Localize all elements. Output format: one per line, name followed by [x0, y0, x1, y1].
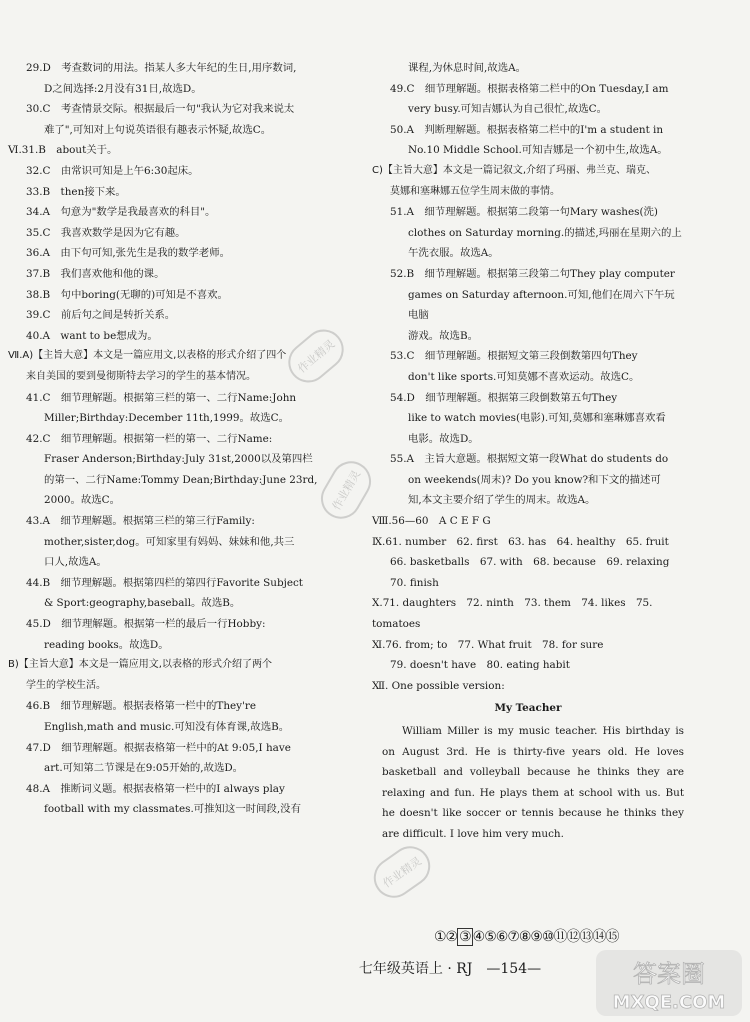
answer-line: like to watch movies(电影).可知,莫娜和塞琳娜喜欢看 [408, 412, 666, 425]
page-number-strip [434, 926, 619, 946]
essay-body: William Miller is my music teacher. His birthday is on August 3rd. He is thirty-five years old. He loves basketball and volleyball because he thinks they are relaxing and fun. He plays them at school with us. But he doesn't like soccer or tennis because he thinks they are difficult. I love him very much. [382, 725, 684, 840]
left-column [8, 58, 326, 820]
answer-line: 2000。故选C。 [44, 494, 120, 507]
answer-line: 38.B 句中boring(无聊的)可知是不喜欢。 [26, 288, 228, 301]
answer-line: 46.B 细节理解题。根据表格第一栏中的They're [26, 700, 257, 713]
answer-line: 39.C 前后句之间是转折关系。 [26, 309, 176, 322]
page-numbers-before: ①② [434, 929, 458, 945]
answer-line: 40.A want to be想成为。 [26, 329, 158, 342]
answer-line: 莫娜和塞琳娜五位学生周末做的事情。 [390, 185, 560, 197]
answer-line: 48.A 推断词义题。根据表格第一栏中的I always play [26, 782, 285, 795]
answer-line: art.可知第二节课是在9:05开始的,故选D。 [44, 762, 244, 775]
answer-line: 52.B 细节理解题。根据第三段第二句They play computer [390, 267, 675, 280]
answer-line: Fraser Anderson;Birthday:July 31st,2000以及第四栏 [44, 453, 313, 466]
page-footer: 七年级英语上 · RJ —154— [358, 961, 542, 977]
answer-line: 34.A 句意为"数学是我最喜欢的科目"。 [26, 206, 216, 219]
answer-line: clothes on Saturday morning.的描述,玛丽在星期六的上 [408, 226, 682, 239]
watermark-stamp: 作业精灵 [280, 321, 352, 390]
answer-line: 游戏。故选B。 [408, 329, 478, 342]
answer-line: football with my classmates.可推知这一时间段,没有 [44, 803, 301, 816]
answer-line: 54.D 细节理解题。根据第三段倒数第五句They [390, 391, 618, 404]
answer-line: 70. finish [390, 576, 439, 589]
answer-line: 47.D 细节理解题。根据表格第一栏中的At 9:05,I have [26, 741, 291, 754]
answer-line: & Sport:geography,baseball。故选B。 [44, 597, 241, 610]
answer-line: 79. doesn't have 80. eating habit [390, 659, 570, 672]
answer-line: 35.C 我喜欢数学是因为它有趣。 [26, 226, 186, 239]
answer-line: 41.C 细节理解题。根据第三栏的第一、二行Name:John [26, 391, 297, 404]
answer-line: 44.B 细节理解题。根据第四栏的第四行Favorite Subject [26, 576, 303, 589]
right-answer-lines [372, 58, 684, 696]
answer-line: 来自美国的要到曼彻斯特去学习的学生的基本情况。 [26, 370, 256, 382]
answer-line: games on Saturday afternoon.可知,他们在周六下午玩电脑 [408, 288, 675, 322]
answer-line: on weekends(周末)? Do you know?和下文的描述可 [408, 473, 661, 486]
watermark-stamp: 作业精灵 [366, 838, 438, 905]
answer-line: Miller;Birthday:December 11th,1999。故选C。 [44, 412, 289, 425]
watermark-stamp: 作业精灵 [314, 454, 379, 526]
right-column [372, 58, 684, 845]
answer-line: 30.C 考查情景交际。根据最后一句"我认为它对我来说太 [26, 103, 295, 116]
answer-line: 口人,故选A。 [44, 556, 107, 569]
answer-line: Ⅻ. One possible version: [372, 679, 505, 692]
site-logo [594, 948, 744, 1018]
answer-line: B)【主旨大意】本文是一篇应用文,以表格的形式介绍了两个 [8, 659, 272, 671]
answer-line: 课程,为休息时间,故选A。 [408, 62, 527, 74]
answer-line: Ⅷ.56—60 A C E F G [372, 515, 491, 528]
answer-line: Ⅹ.71. daughters 72. ninth 73. them 74. likes 75. tomatoes [372, 597, 653, 631]
answer-line: 42.C 细节理解题。根据第一栏的第一、二行Name: [26, 432, 273, 445]
answer-line: 午洗衣服。故选A。 [408, 247, 499, 260]
answer-line: reading books。故选D。 [44, 638, 169, 651]
answer-line: 37.B 我们喜欢他和他的课。 [26, 267, 165, 280]
page-number-current: ③ [459, 929, 471, 945]
answer-line: 难了",可知对上句说英语很有趣表示怀疑,故选C。 [44, 123, 272, 136]
answer-line: Ⅵ.31.B about关于。 [8, 144, 118, 157]
answer-line: Ⅺ.76. from; to 77. What fruit 78. for sure [372, 638, 604, 651]
answer-line: 49.C 细节理解题。根据表格第二栏中的On Tuesday,I am [390, 82, 669, 95]
page-numbers-after: ④⑤⑥⑦⑧⑨⑩⑪⑫⑬⑭⑮ [472, 929, 619, 945]
answer-line: D之间选择:2月没有31日,故选D。 [44, 82, 202, 95]
answer-line: 53.C 细节理解题。根据短文第三段倒数第四句They [390, 350, 638, 363]
answer-line: very busy.可知吉娜认为自己很忙,故选C。 [408, 103, 607, 116]
logo-text-bottom: MXQE.COM [612, 992, 726, 1013]
answer-line: 学生的学校生活。 [26, 679, 106, 691]
answer-line: 66. basketballs 67. with 68. because 69. relaxing [390, 556, 670, 569]
answer-line: Ⅶ.A)【主旨大意】本文是一篇应用文,以表格的形式介绍了四个 [8, 350, 287, 362]
answer-line: 36.A 由下句可知,张先生是我的数学老师。 [26, 247, 230, 260]
answer-line: C)【主旨大意】本文是一篇记叙文,介绍了玛丽、弗兰克、瑞克、 [372, 164, 657, 176]
essay-title: My Teacher [494, 702, 562, 715]
answer-line: don't like sports.可知莫娜不喜欢运动。故选C。 [408, 370, 640, 383]
answer-line: 45.D 细节理解题。根据第一栏的最后一行Hobby: [26, 618, 266, 631]
answer-line: No.10 Middle School.可知吉娜是一个初中生,故选A。 [408, 144, 668, 157]
answer-line: 50.A 判断理解题。根据表格第二栏中的I'm a student in [390, 123, 664, 136]
answer-line: 51.A 细节理解题。根据第二段第一句Mary washes(洗) [390, 206, 658, 219]
answer-line: 的第一、二行Name:Tommy Dean;Birthday:June 23rd, [44, 473, 318, 486]
answer-line: mother,sister,dog。可知家里有妈妈、妹妹和他,共三 [44, 535, 295, 548]
logo-text-top: 答案圈 [633, 960, 705, 988]
answer-line: English,math and music.可知没有体育课,故选B。 [44, 721, 290, 733]
answer-line: 29.D 考查数词的用法。指某人多大年纪的生日,用序数词, [26, 62, 297, 74]
answer-line: Ⅸ.61. number 62. first 63. has 64. healthy 65. fruit [372, 535, 669, 548]
answer-line: 电影。故选D。 [408, 432, 479, 445]
answer-line: 43.A 细节理解题。根据第三栏的第三行Family: [26, 515, 255, 528]
answer-line: 33.B then接下来。 [26, 185, 126, 198]
answer-line: 32.C 由常识可知是上午6:30起床。 [26, 164, 199, 177]
answer-line: 知,本文主要介绍了学生的周末。故选A。 [408, 494, 596, 507]
answer-line: 55.A 主旨大意题。根据短文第一段What do students do [390, 453, 669, 466]
